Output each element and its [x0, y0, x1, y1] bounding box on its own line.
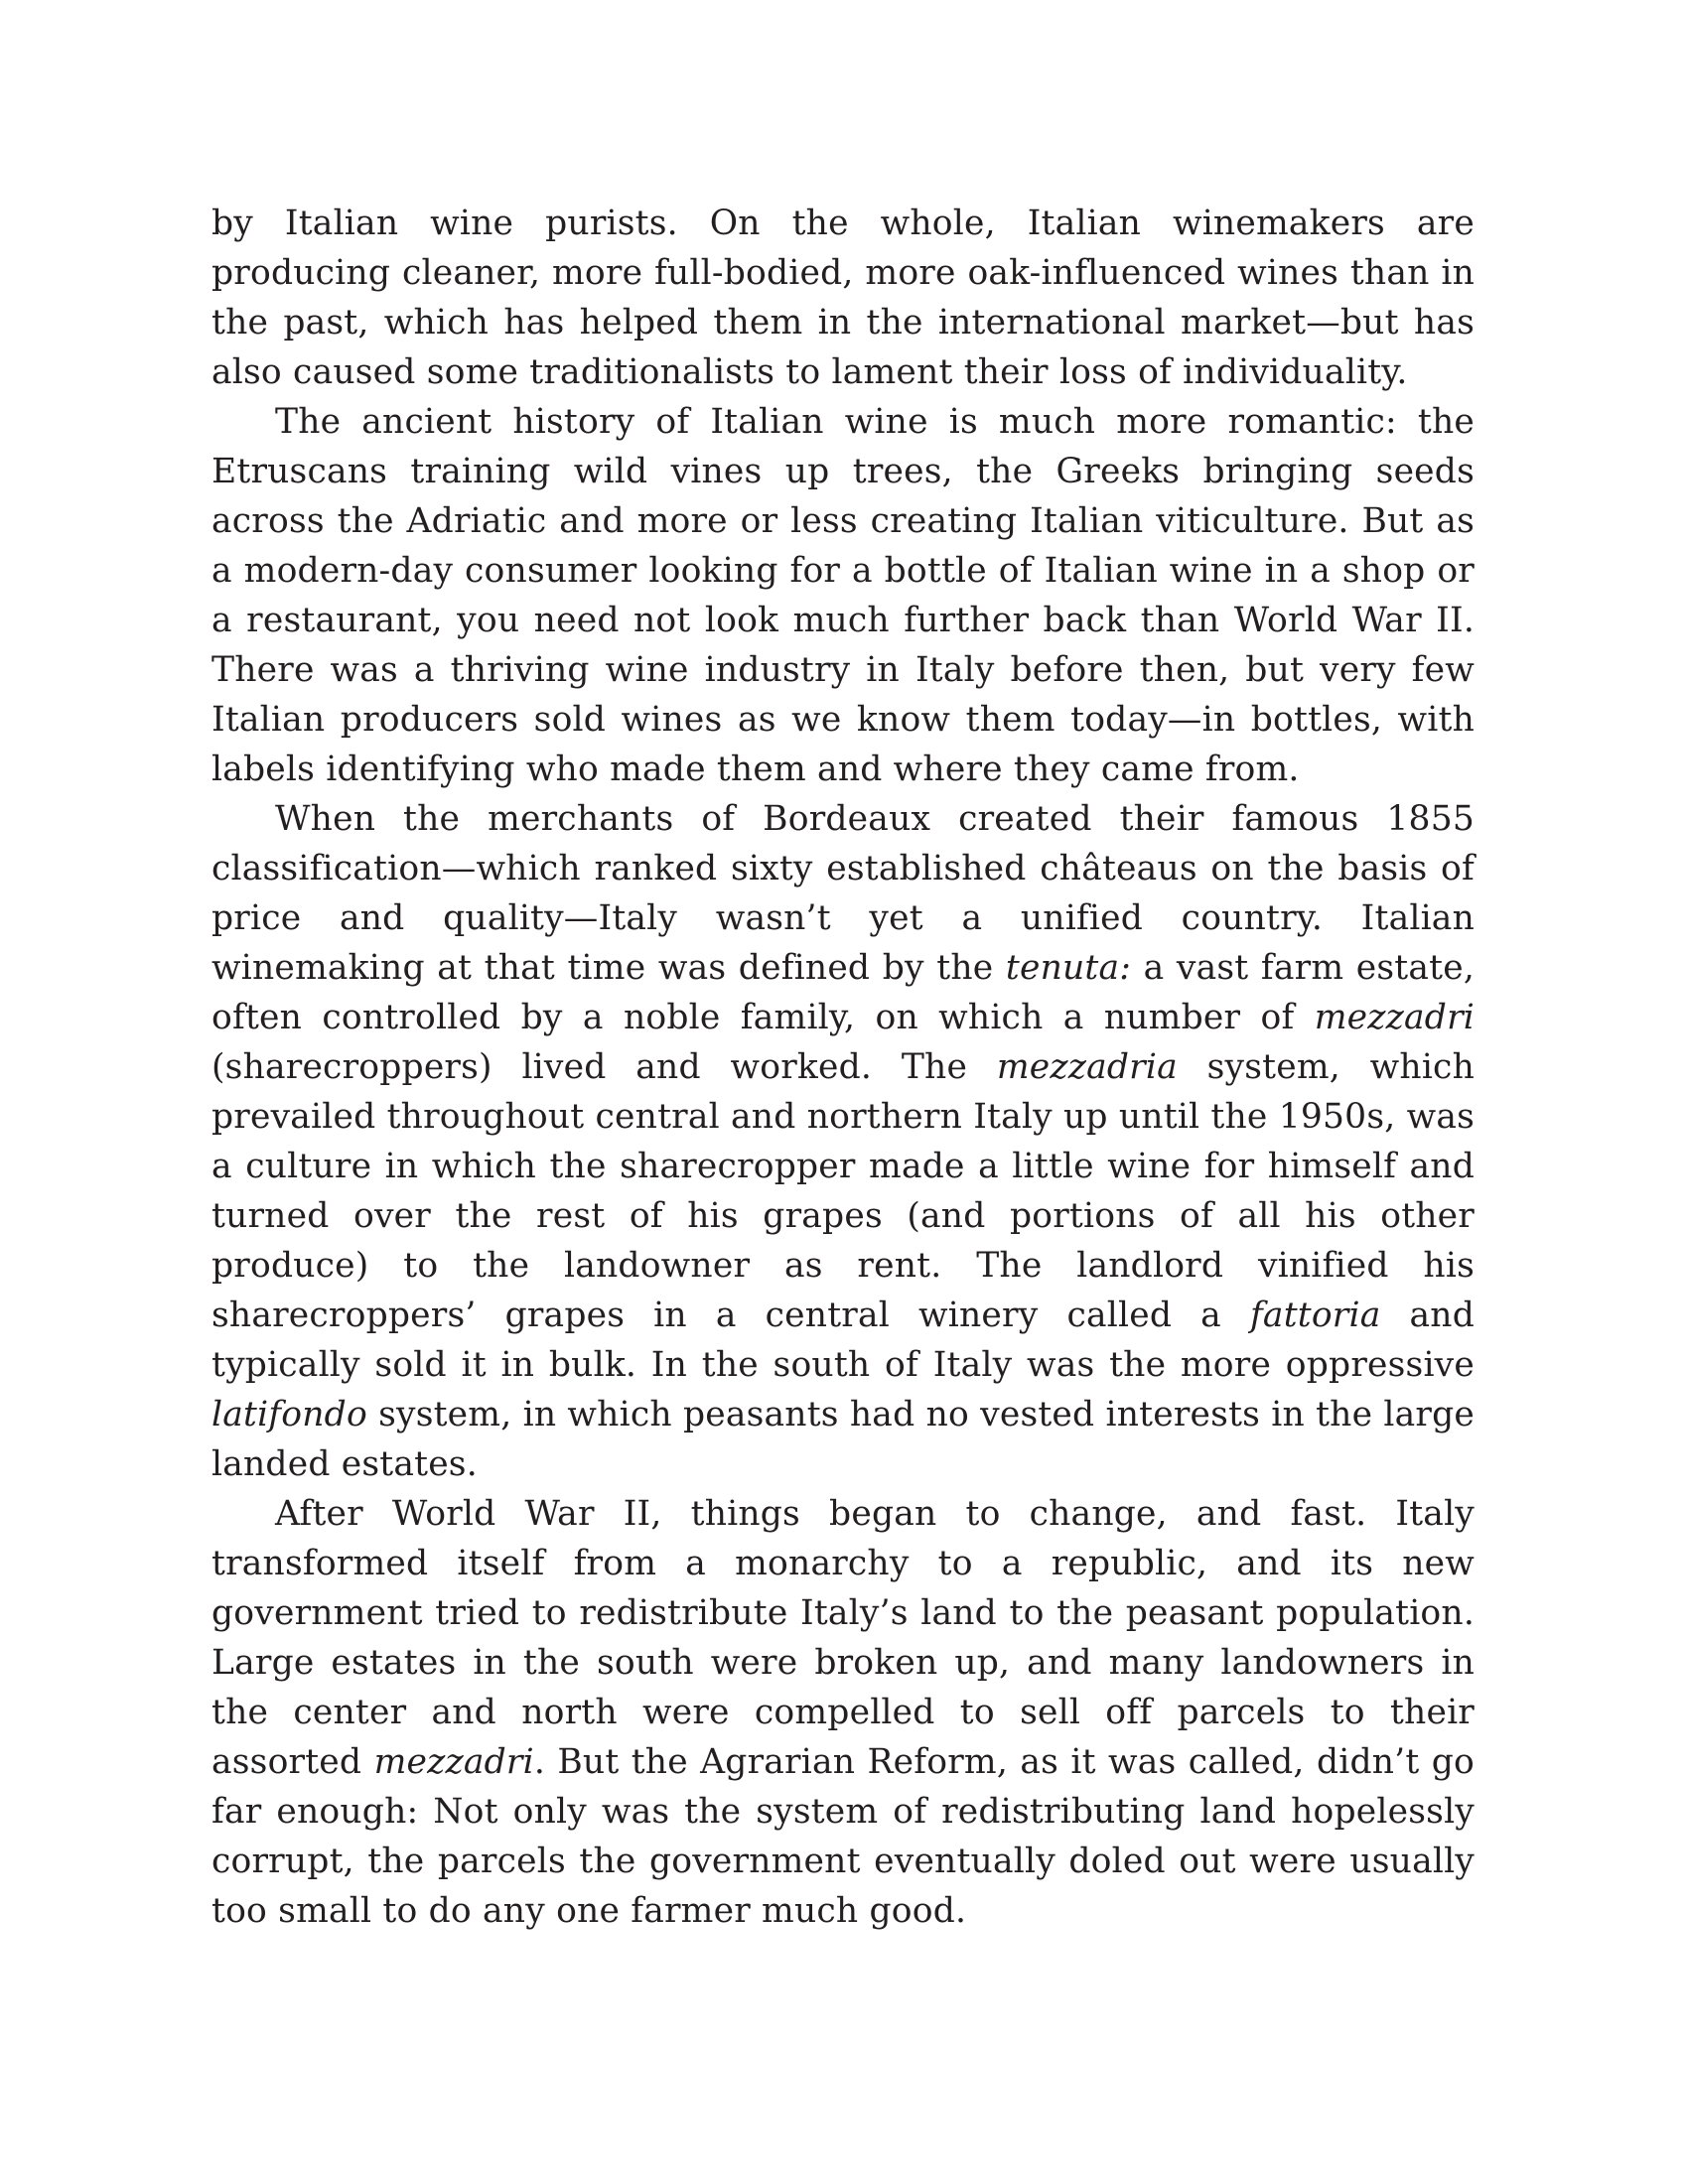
paragraph-text: (sharecroppers) lived and worked. The	[211, 1047, 997, 1087]
paragraph-text: . But the Agrarian Reform, as it was called, didn’t go far enough: Not only was the system of redistributing land hopelessly corrupt, the parcels the government eventually doled out were usually too small to do any one farmer much good.	[211, 1742, 1476, 1931]
paragraph-2	[211, 397, 1475, 794]
italic-term: mezzadri	[1314, 998, 1475, 1037]
italic-term: latifondo	[211, 1395, 367, 1434]
italic-term: tenuta:	[1005, 948, 1132, 988]
body-text	[211, 199, 1475, 1936]
paragraph-text: a vast farm estate, often controlled by a noble family, on which a number of	[211, 948, 1475, 1037]
italic-term: mezzadria	[996, 1047, 1178, 1087]
paragraph-1	[211, 199, 1475, 397]
paragraph-text: After World War II, things began to change, and fast. Italy transformed itself from a monarchy to a republic, and its new government tried to redistribute Italy’s land to the peasant population. Large estates in the south were broken up, and many landowners in the center and north were compelled to sell off parcels to their assorted	[211, 1494, 1475, 1782]
italic-term: fattoria	[1249, 1296, 1381, 1335]
paragraph-text: The ancient history of Italian wine is much more romantic: the Etruscans training wild vines up trees, the Greeks bringing seeds across the Adriatic and more or less creating Italian viticulture. But as a modern-day consumer looking for a bottle of Italian wine in a shop or a restaurant, you need not look much further back than World War II. There was a thriving wine industry in Italy before then, but very few Italian producers sold wines as we know them today—in bottles, with labels identifying who made them and where they came from.	[211, 402, 1475, 789]
paragraph-text: and typically sold it in bulk. In the south of Italy was the more oppressive	[211, 1296, 1475, 1385]
paragraph-4	[211, 1489, 1475, 1936]
paragraph-text: by Italian wine purists. On the whole, Italian winemakers are producing cleaner, more full-bodied, more oak-influenced wines than in the past, which has helped them in the international market—but has also caused some traditionalists to lament their loss of individuality.	[211, 204, 1475, 392]
italic-term: mezzadri	[373, 1742, 534, 1782]
paragraph-3	[211, 794, 1475, 1489]
paragraph-text: When the merchants of Bordeaux created their famous 1855 classification—which ranked sixty established châteaus on the basis of price and quality—Italy wasn’t yet a unified country. Italian winemaking at that time was defined by the	[211, 799, 1475, 988]
paragraph-text: system, which prevailed throughout central and northern Italy up until the 1950s, was a culture in which the sharecropper made a little wine for himself and turned over the rest of his grapes (and portions of all his other produce) to the landowner as rent. The landlord vinified his sharecroppers’ grapes in a central winery called a	[211, 1047, 1475, 1335]
paragraph-text: system, in which peasants had no vested interests in the large landed estates.	[211, 1395, 1475, 1484]
